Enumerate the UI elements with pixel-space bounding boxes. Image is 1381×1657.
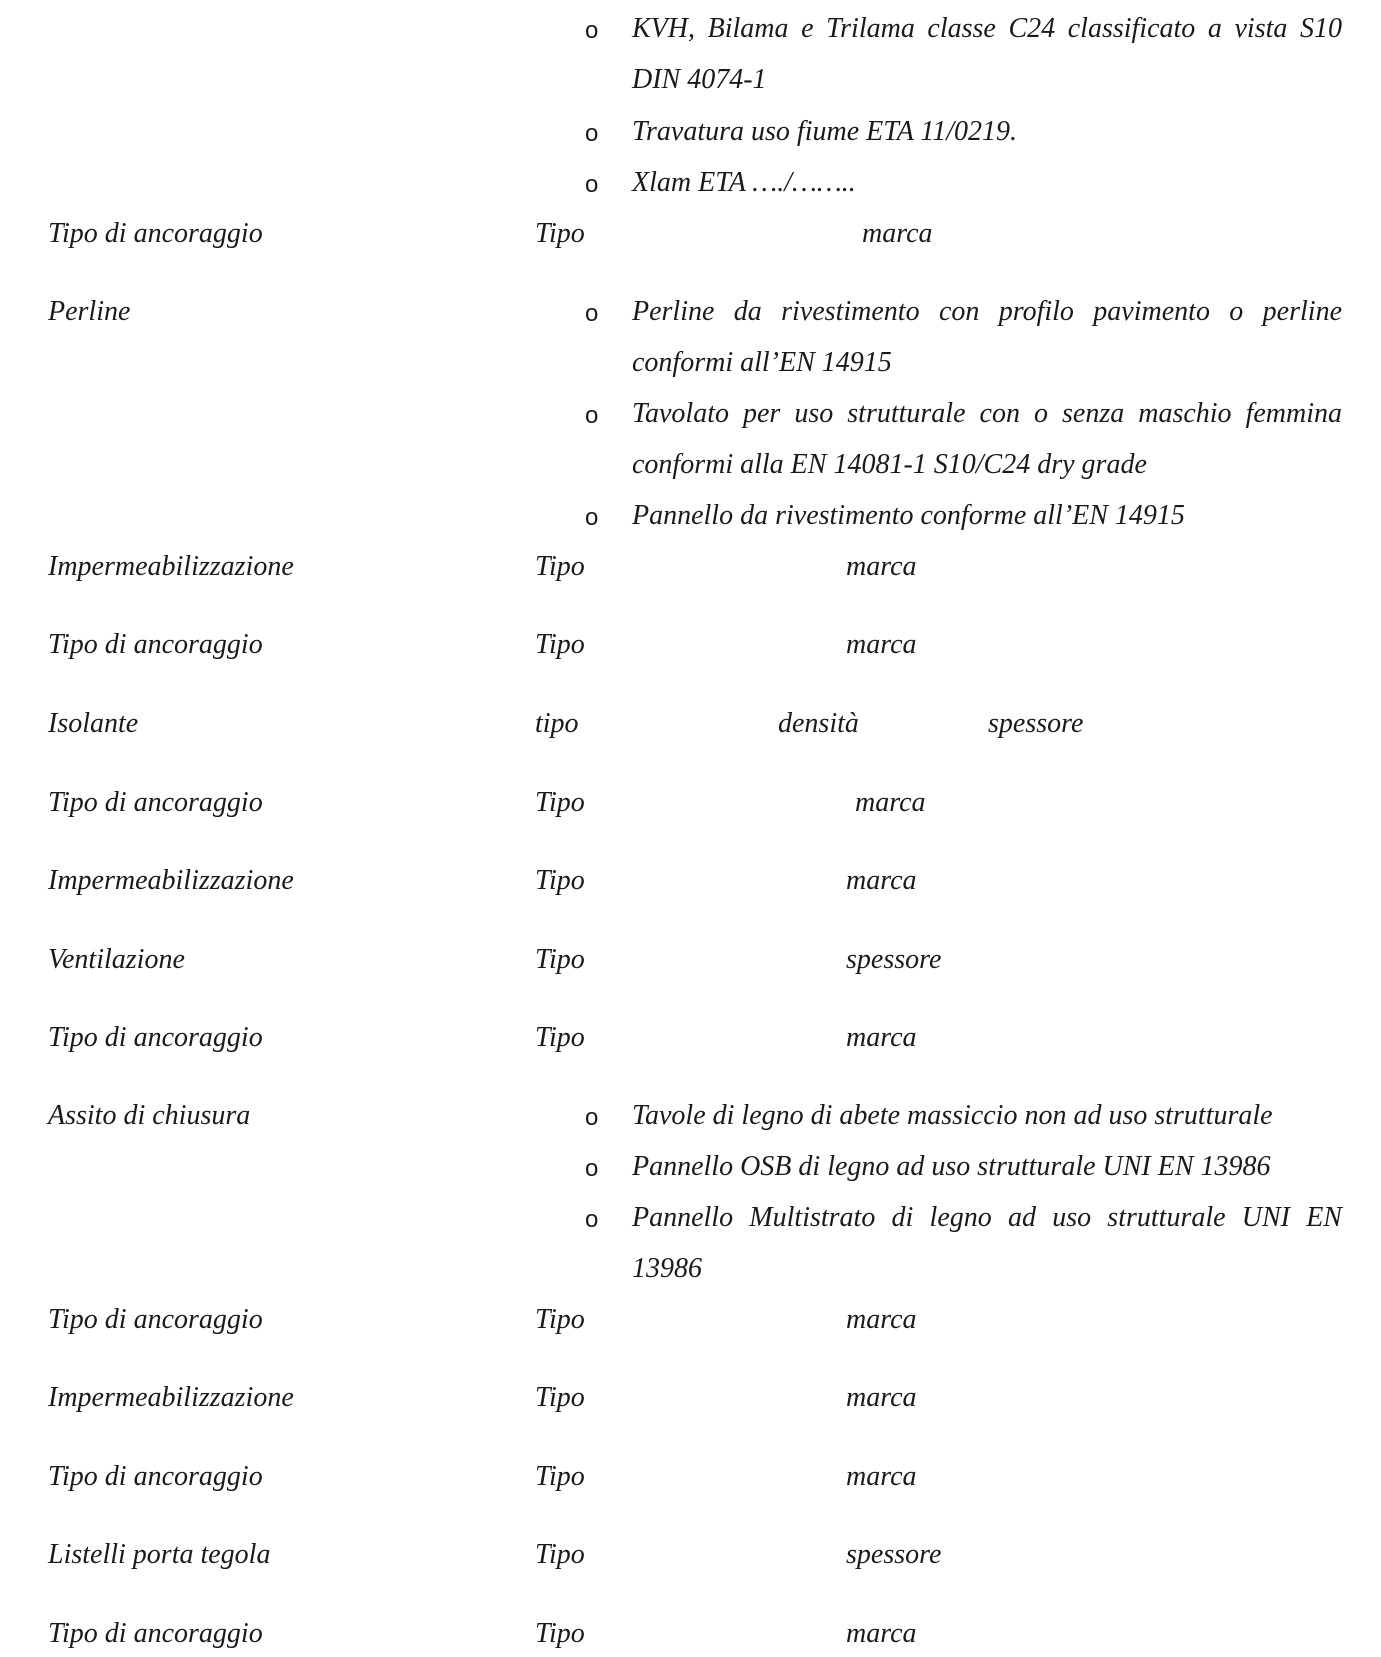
row-label: Tipo di ancoraggio [48,1461,263,1492]
bullet-marker: o [585,171,599,198]
row-thickness: spessore [988,708,1084,739]
row-type: tipo [535,708,579,739]
row-brand: marca [846,1022,917,1053]
list-item-text: conformi all’EN 14915 [632,347,892,378]
row-type: Tipo [535,1304,585,1335]
row-label: Listelli porta tegola [48,1539,271,1570]
row-label: Impermeabilizzazione [48,865,294,896]
row-label: Tipo di ancoraggio [48,629,263,660]
row-brand: marca [846,1461,917,1492]
row-label: Tipo di ancoraggio [48,1618,263,1649]
row-brand: marca [846,1382,917,1413]
row-type: Tipo [535,1539,585,1570]
row-type: Tipo [535,1022,585,1053]
bullet-marker: o [585,120,599,147]
bullet-marker: o [585,402,599,429]
row-type: Tipo [535,1618,585,1649]
row-density: densità [778,708,859,739]
row-label: Impermeabilizzazione [48,551,294,582]
bullet-marker: o [585,504,599,531]
row-label: Ventilazione [48,944,185,975]
list-item-text: conformi alla EN 14081-1 S10/C24 dry grade [632,449,1147,480]
row-brand: marca [862,218,933,249]
row-brand: marca [846,1618,917,1649]
list-item-text: Perline da rivestimento con profilo pavimento o perline [632,296,1342,327]
bullet-marker: o [585,1104,599,1131]
row-brand: marca [846,865,917,896]
list-item-text: Pannello OSB di legno ad uso strutturale UNI EN 13986 [632,1151,1271,1182]
bullet-marker: o [585,1155,599,1182]
row-brand: marca [846,629,917,660]
row-type: Tipo [535,1461,585,1492]
row-label: Assito di chiusura [48,1100,251,1131]
row-label: Tipo di ancoraggio [48,1304,263,1335]
row-label: Tipo di ancoraggio [48,787,263,818]
row-label: Isolante [48,708,139,739]
row-brand: marca [846,551,917,582]
row-brand: marca [846,1304,917,1335]
row-thickness: spessore [846,1539,942,1570]
list-item-text: Travatura uso fiume ETA 11/0219. [632,116,1018,147]
row-label: Perline [48,296,131,327]
row-label: Tipo di ancoraggio [48,1022,263,1053]
row-type: Tipo [535,1382,585,1413]
row-type: Tipo [535,218,585,249]
bullet-marker: o [585,17,599,44]
row-thickness: spessore [846,944,942,975]
list-item-text: Tavole di legno di abete massiccio non ad uso strutturale [632,1100,1273,1131]
list-item-text: Tavolato per uso strutturale con o senza maschio femmina [632,398,1342,429]
row-type: Tipo [535,787,585,818]
row-brand: marca [855,787,926,818]
list-item-text: DIN 4074-1 [632,64,767,95]
row-label: Tipo di ancoraggio [48,218,263,249]
list-item-text: Pannello da rivestimento conforme all’EN 14915 [632,500,1185,531]
list-item-text: Xlam ETA …./…….. [632,167,856,198]
list-item-text: 13986 [632,1253,702,1284]
bullet-marker: o [585,300,599,327]
bullet-marker: o [585,1206,599,1233]
row-type: Tipo [535,551,585,582]
list-item-text: Pannello Multistrato di legno ad uso strutturale UNI EN [632,1202,1342,1233]
row-type: Tipo [535,865,585,896]
row-type: Tipo [535,629,585,660]
list-item-text: KVH, Bilama e Trilama classe C24 classificato a vista S10 [632,13,1342,44]
row-label: Impermeabilizzazione [48,1382,294,1413]
row-type: Tipo [535,944,585,975]
